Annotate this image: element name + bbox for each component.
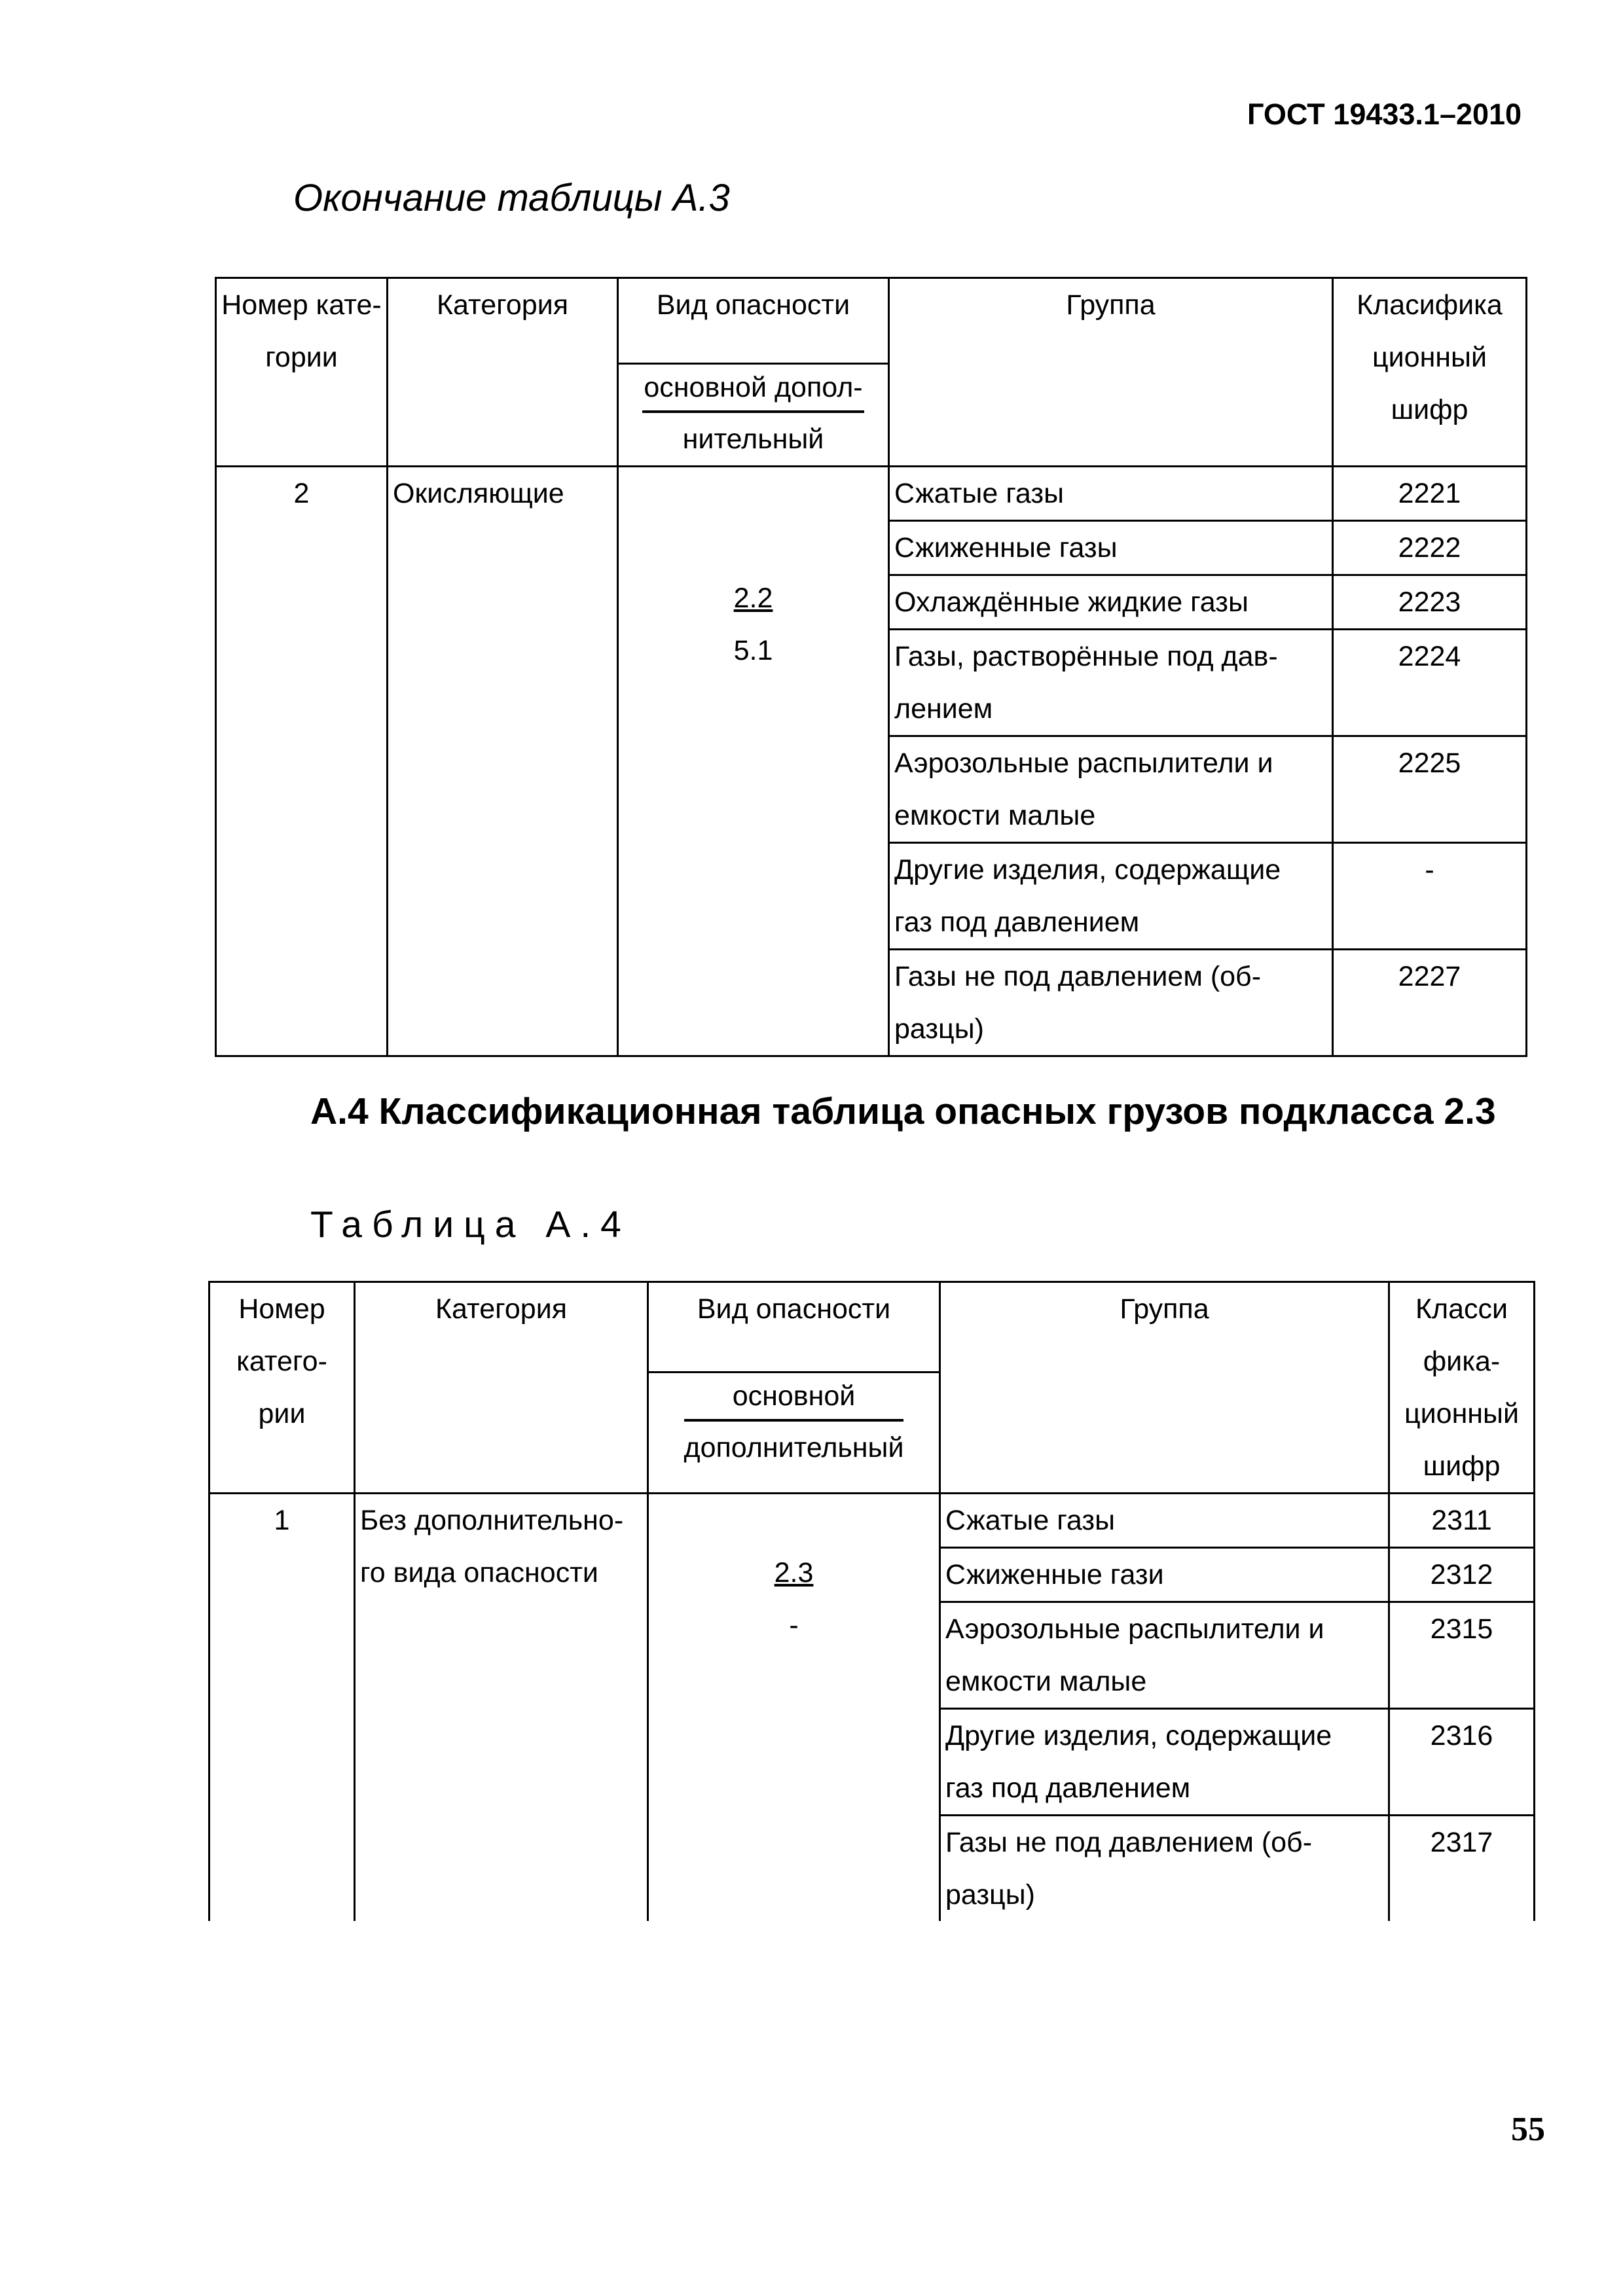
document-code: ГОСТ 19433.1–2010 xyxy=(1247,98,1522,131)
cell-code xyxy=(1389,1494,1535,1548)
cell-text: газ под давлением xyxy=(894,906,1140,938)
section-heading-a4: А.4 Классификационная таблица опасных грузов подкласса 2.3 xyxy=(310,1090,1496,1132)
table-header-row xyxy=(216,278,1527,467)
cell-text: Сжатые газы xyxy=(894,478,1064,509)
cell-code xyxy=(1333,843,1527,950)
header-line: шифр xyxy=(1423,1450,1501,1482)
header-code xyxy=(1333,278,1527,467)
cell-text: Аэрозольные распылители и xyxy=(894,747,1273,779)
cell-code xyxy=(1333,467,1527,521)
cell-text: 2315 xyxy=(1430,1613,1493,1645)
cell-code xyxy=(1389,1602,1535,1709)
cell-category-name xyxy=(388,467,618,1056)
cell-group xyxy=(889,467,1333,521)
cell-text: - xyxy=(1425,854,1434,886)
cell-text: Другие изделия, содержащие xyxy=(894,854,1281,886)
cell-code xyxy=(1333,521,1527,575)
cell-hazard-extra: 5.1 xyxy=(733,635,773,666)
cell-group xyxy=(940,1816,1389,1922)
cell-text: емкости малые xyxy=(894,800,1096,831)
cell-group xyxy=(889,736,1333,843)
header-line: ционный xyxy=(1404,1398,1519,1429)
header-code xyxy=(1389,1282,1535,1494)
cell-group xyxy=(889,630,1333,736)
cell-hazard-extra: - xyxy=(789,1609,799,1641)
cell-code xyxy=(1333,630,1527,736)
cell-text: Окисляющие xyxy=(393,478,564,509)
cell-category-number xyxy=(210,1494,355,1922)
cell-text: емкости малые xyxy=(945,1666,1147,1697)
cell-code xyxy=(1389,1816,1535,1922)
cell-text: Газы не под давлением (об- xyxy=(894,961,1262,992)
table-row xyxy=(210,1494,1535,1548)
table-a3-continuation-caption: Окончание таблицы А.3 xyxy=(293,177,730,219)
table-a3 xyxy=(215,277,1527,1057)
cell-group xyxy=(940,1548,1389,1602)
spacer xyxy=(653,1494,934,1547)
cell-text: лением xyxy=(894,693,993,725)
cell-group xyxy=(889,843,1333,950)
cell-text: Охлаждённые жидкие газы xyxy=(894,586,1249,618)
cell-text: газ под давлением xyxy=(945,1772,1191,1804)
header-group xyxy=(889,278,1333,467)
cell-text: 2317 xyxy=(1430,1827,1493,1858)
cell-group xyxy=(889,950,1333,1056)
table-header-row xyxy=(210,1282,1535,1494)
header-text: Категория xyxy=(435,1293,568,1325)
cell-hazard xyxy=(648,1494,940,1922)
cell-group xyxy=(940,1709,1389,1816)
cell-group xyxy=(889,575,1333,630)
header-line: шифр xyxy=(1391,394,1468,425)
header-hazard-title: Вид опасности xyxy=(619,279,888,365)
cell-code xyxy=(1333,736,1527,843)
table-a4-caption: Таблица А.4 xyxy=(310,1204,631,1246)
cell-code xyxy=(1389,1709,1535,1816)
cell-group xyxy=(889,521,1333,575)
header-line: катего- xyxy=(236,1346,327,1377)
cell-code xyxy=(1389,1548,1535,1602)
cell-text: 2225 xyxy=(1398,747,1461,779)
header-category xyxy=(355,1282,648,1494)
header-hazard-main: основной xyxy=(684,1373,904,1422)
cell-code xyxy=(1333,575,1527,630)
cell-category-name xyxy=(355,1494,648,1922)
header-text: Категория xyxy=(436,289,569,321)
header-text: Группа xyxy=(1066,289,1156,321)
cell-text: 2 xyxy=(293,478,310,509)
page-number: 55 xyxy=(1511,2111,1545,2148)
cell-text: Сжатые газы xyxy=(945,1505,1115,1536)
cell-category-number xyxy=(216,467,388,1056)
header-line: Номер кате- xyxy=(221,289,382,321)
cell-text: 1 xyxy=(274,1505,290,1536)
header-line: Класифика xyxy=(1357,289,1503,321)
header-hazard-fraction xyxy=(642,365,864,465)
header-line: Номер xyxy=(238,1293,325,1325)
header-hazard-extra: дополнительный xyxy=(684,1432,904,1463)
header-line: рии xyxy=(258,1398,306,1429)
cell-text: 2316 xyxy=(1430,1720,1493,1751)
header-hazard-fraction xyxy=(684,1373,904,1474)
header-category-number xyxy=(210,1282,355,1494)
cell-text: Сжиженные гази xyxy=(945,1559,1164,1590)
cell-text: 2311 xyxy=(1431,1505,1492,1536)
cell-text: разцы) xyxy=(945,1879,1035,1910)
table-a4 xyxy=(208,1281,1535,1921)
header-hazard xyxy=(618,278,889,467)
cell-text: Другие изделия, содержащие xyxy=(945,1720,1332,1751)
cell-hazard xyxy=(618,467,889,1056)
table-row xyxy=(216,467,1527,521)
cell-code xyxy=(1333,950,1527,1056)
cell-text: 2222 xyxy=(1398,532,1461,564)
cell-text: 2312 xyxy=(1430,1559,1493,1590)
cell-text: 2227 xyxy=(1398,961,1461,992)
cell-text: Сжиженные газы xyxy=(894,532,1118,564)
header-hazard-title: Вид опасности xyxy=(649,1283,939,1373)
cell-text: разцы) xyxy=(894,1013,984,1045)
header-group xyxy=(940,1282,1389,1494)
cell-text: 2224 xyxy=(1398,641,1461,672)
cell-text: Газы не под давлением (об- xyxy=(945,1827,1313,1858)
header-category xyxy=(388,278,618,467)
header-hazard xyxy=(648,1282,940,1494)
cell-text: Без дополнительно- xyxy=(360,1505,624,1536)
header-line: Класси xyxy=(1415,1293,1508,1325)
cell-hazard-main: 2.3 xyxy=(774,1557,814,1588)
cell-group xyxy=(940,1494,1389,1548)
cell-text: го вида опасности xyxy=(360,1557,598,1588)
header-line: фика- xyxy=(1423,1346,1501,1377)
header-category-number xyxy=(216,278,388,467)
cell-text: 2223 xyxy=(1398,586,1461,618)
cell-group xyxy=(940,1602,1389,1709)
header-hazard-extra: нительный xyxy=(682,423,824,455)
spacer xyxy=(623,467,883,572)
cell-text: 2221 xyxy=(1398,478,1461,509)
cell-text: Газы, растворённые под дав- xyxy=(894,641,1278,672)
cell-text: Аэрозольные распылители и xyxy=(945,1613,1324,1645)
cell-hazard-main: 2.2 xyxy=(733,583,773,614)
header-line: гории xyxy=(265,342,338,373)
header-text: Группа xyxy=(1120,1293,1209,1325)
header-line: ционный xyxy=(1372,342,1487,373)
header-hazard-main: основной допол- xyxy=(642,365,864,413)
